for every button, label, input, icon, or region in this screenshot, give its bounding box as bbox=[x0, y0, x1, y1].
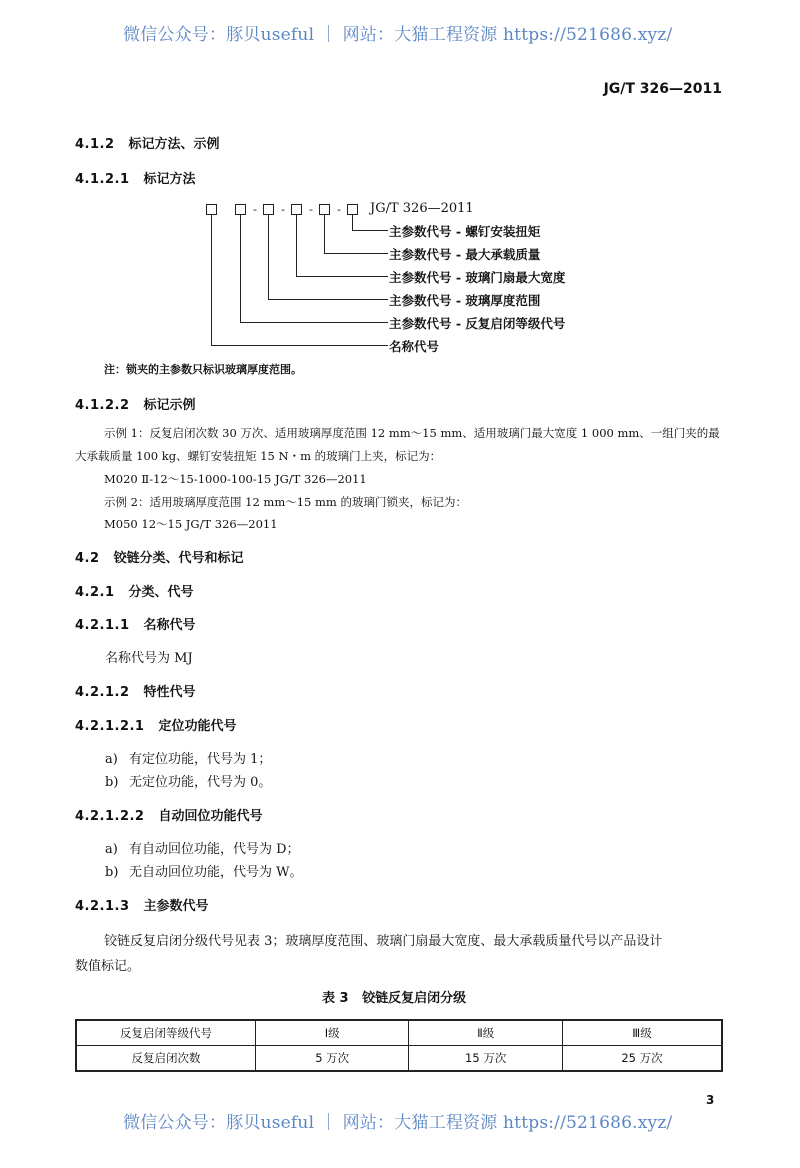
heading-4-1-2-2 bbox=[75, 394, 196, 413]
name-code-text: 名称代号为 MJ bbox=[105, 651, 193, 666]
example-1-line-1: 示例 1：反复启闭次数 30 万次、适用玻璃厚度范围 12 mm～15 mm、适用玻璃门最大宽度 1 000 mm、一组门夹的最 bbox=[104, 426, 720, 440]
list-marker: a) bbox=[105, 752, 118, 767]
table-row bbox=[76, 1020, 722, 1046]
list-marker: b) bbox=[105, 865, 119, 880]
heading-4-1-2 bbox=[75, 133, 220, 152]
list-text: 有自动回位功能，代号为 D； bbox=[129, 842, 300, 857]
heading-title: 标记方法 bbox=[143, 172, 196, 187]
heading-4-2-1-2 bbox=[75, 681, 196, 700]
list-marker: b) bbox=[105, 775, 119, 790]
heading-number: 4.2.1.1 bbox=[75, 618, 130, 633]
heading-number: 4.2.1.3 bbox=[75, 899, 130, 914]
code-box-grade bbox=[235, 204, 246, 215]
list-item bbox=[105, 861, 303, 880]
heading-4-1-2-1 bbox=[75, 168, 196, 187]
heading-4-2-1-1 bbox=[75, 614, 196, 633]
diagram-label-torque: 主参数代号 - 螺钉安装扭矩 bbox=[389, 224, 541, 239]
leader-line bbox=[211, 215, 212, 346]
leader-line bbox=[211, 345, 388, 346]
heading-title: 主参数代号 bbox=[143, 899, 209, 914]
heading-title: 标记方法、示例 bbox=[128, 137, 220, 152]
example-2-code: M050 12～15 JG/T 326—2011 bbox=[104, 517, 278, 531]
table-cell: 15 万次 bbox=[409, 1046, 563, 1072]
grading-table bbox=[75, 1019, 723, 1072]
leader-line bbox=[268, 299, 388, 300]
diagram-label-width: 主参数代号 - 玻璃门扇最大宽度 bbox=[389, 270, 566, 285]
table-row bbox=[76, 1046, 722, 1072]
code-box-torque bbox=[347, 204, 358, 215]
watermark-bottom: 微信公众号：豚贝useful ｜ 网站：大猫工程资源 https://521686.xyz/ bbox=[123, 1113, 673, 1133]
heading-title: 特性代号 bbox=[143, 685, 196, 700]
heading-title: 分类、代号 bbox=[128, 585, 194, 600]
diagram-label-thickness: 主参数代号 - 玻璃厚度范围 bbox=[389, 293, 541, 308]
table-cell: 反复启闭次数 bbox=[76, 1046, 255, 1072]
standard-code-header: JG/T 326—2011 bbox=[603, 81, 722, 97]
diagram-label-grade: 主参数代号 - 反复启闭等级代号 bbox=[389, 316, 566, 331]
main-param-line-2: 数值标记。 bbox=[75, 959, 141, 974]
separator-dash: - bbox=[253, 203, 257, 216]
leader-line bbox=[324, 253, 388, 254]
leader-line bbox=[324, 215, 325, 254]
note: 注：锁夹的主参数只标识玻璃厚度范围。 bbox=[104, 363, 302, 376]
separator-dash: - bbox=[281, 203, 285, 216]
list-text: 无定位功能，代号为 0。 bbox=[129, 775, 272, 790]
diagram-standard-code: JG/T 326—2011 bbox=[370, 201, 474, 216]
table-cell: Ⅰ级 bbox=[255, 1020, 409, 1046]
list-item bbox=[105, 838, 300, 857]
heading-title: 标记示例 bbox=[143, 398, 196, 413]
leader-line bbox=[296, 276, 388, 277]
table-cell: Ⅲ级 bbox=[562, 1020, 722, 1046]
list-marker: a) bbox=[105, 842, 118, 857]
diagram-label-name: 名称代号 bbox=[389, 339, 440, 354]
table-cell: 25 万次 bbox=[562, 1046, 722, 1072]
code-box-name bbox=[206, 204, 217, 215]
heading-title: 自动回位功能代号 bbox=[158, 809, 263, 824]
heading-number: 4.2.1.2 bbox=[75, 685, 130, 700]
heading-number: 4.1.2.1 bbox=[75, 172, 130, 187]
heading-4-2-1 bbox=[75, 581, 194, 600]
code-box-mass bbox=[319, 204, 330, 215]
heading-4-2 bbox=[75, 547, 244, 566]
table-cell: 反复启闭等级代号 bbox=[76, 1020, 255, 1046]
table-caption: 表 3 铰链反复启闭分级 bbox=[322, 991, 467, 1006]
diagram-label-mass: 主参数代号 - 最大承载质量 bbox=[389, 247, 541, 262]
leader-line bbox=[268, 215, 269, 300]
heading-number: 4.2 bbox=[75, 551, 100, 566]
heading-title: 定位功能代号 bbox=[158, 719, 237, 734]
heading-4-2-1-2-2 bbox=[75, 805, 263, 824]
example-2-line-1: 示例 2：适用玻璃厚度范围 12 mm～15 mm 的玻璃门锁夹，标记为： bbox=[104, 495, 467, 509]
watermark-top: 微信公众号：豚贝useful ｜ 网站：大猫工程资源 https://521686.xyz/ bbox=[123, 25, 673, 45]
list-item bbox=[105, 748, 271, 767]
list-text: 无自动回位功能，代号为 W。 bbox=[129, 865, 303, 880]
heading-number: 4.2.1 bbox=[75, 585, 115, 600]
heading-4-2-1-3 bbox=[75, 895, 209, 914]
heading-number: 4.1.2 bbox=[75, 137, 115, 152]
heading-title: 名称代号 bbox=[143, 618, 196, 633]
table-cell: Ⅱ级 bbox=[409, 1020, 563, 1046]
heading-number: 4.2.1.2.2 bbox=[75, 809, 145, 824]
example-1-code: M020 Ⅱ-12～15-1000-100-15 JG/T 326—2011 bbox=[104, 472, 367, 486]
heading-number: 4.1.2.2 bbox=[75, 398, 130, 413]
leader-line bbox=[240, 215, 241, 323]
heading-4-2-1-2-1 bbox=[75, 715, 237, 734]
leader-line bbox=[296, 215, 297, 277]
list-text: 有定位功能，代号为 1； bbox=[129, 752, 272, 767]
separator-dash: - bbox=[337, 203, 341, 216]
heading-number: 4.2.1.2.1 bbox=[75, 719, 145, 734]
main-param-line-1: 铰链反复启闭分级代号见表 3；玻璃厚度范围、玻璃门扇最大宽度、最大承载质量代号以产品设计 bbox=[104, 934, 663, 949]
list-item bbox=[105, 771, 271, 790]
code-box-thickness bbox=[263, 204, 274, 215]
page-number: 3 bbox=[706, 1093, 715, 1107]
leader-line bbox=[240, 322, 388, 323]
leader-line bbox=[352, 230, 388, 231]
example-1-line-2: 大承载质量 100 kg、螺钉安装扭矩 15 N・m 的玻璃门上夹，标记为： bbox=[75, 449, 442, 463]
heading-title: 铰链分类、代号和标记 bbox=[113, 551, 244, 566]
code-box-width bbox=[291, 204, 302, 215]
separator-dash: - bbox=[309, 203, 313, 216]
table-cell: 5 万次 bbox=[255, 1046, 409, 1072]
leader-line bbox=[352, 215, 353, 231]
